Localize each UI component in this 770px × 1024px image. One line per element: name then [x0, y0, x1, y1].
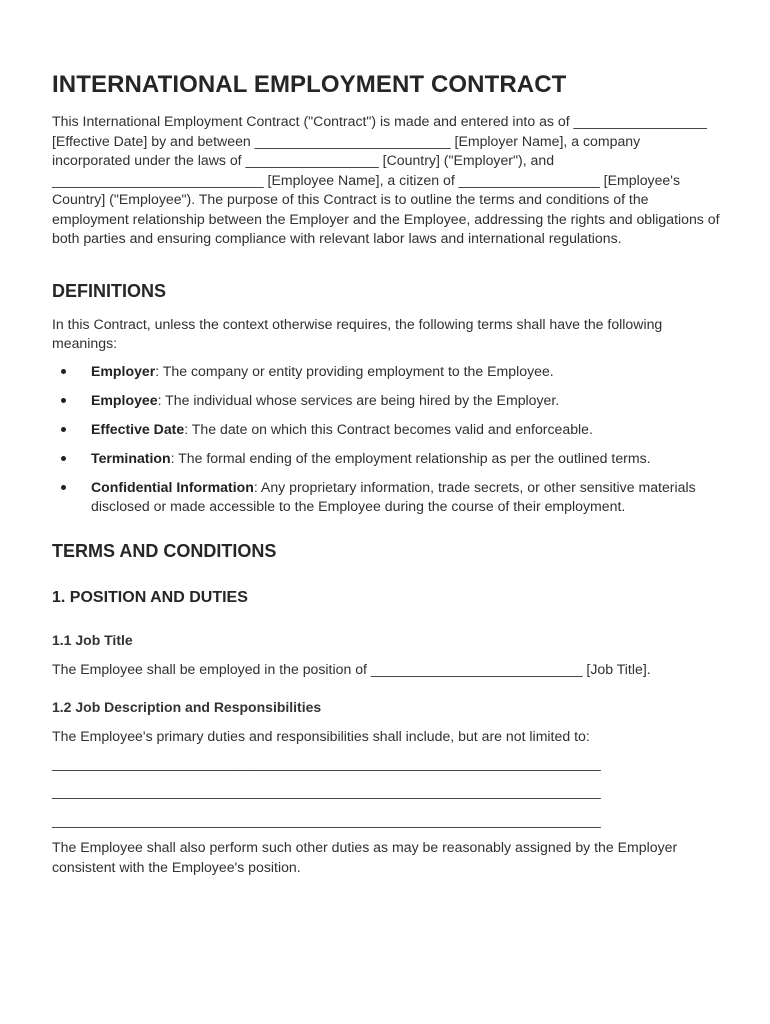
bullet-icon [61, 398, 66, 403]
definition-text: : The date on which this Contract becomes valid and enforceable. [184, 420, 593, 437]
bullet-icon [61, 427, 66, 432]
document-body [52, 70, 720, 877]
list-item [52, 420, 720, 440]
definition-term: Employee [91, 391, 158, 408]
document-title: INTERNATIONAL EMPLOYMENT CONTRACT [52, 71, 567, 98]
terms-heading: TERMS AND CONDITIONS [52, 540, 277, 561]
definition-term: Confidential Information [91, 478, 254, 495]
position-duties-heading: 1. POSITION AND DUTIES [52, 588, 248, 606]
bullet-icon [61, 456, 66, 461]
job-description-heading: 1.2 Job Description and Responsibilities [52, 699, 322, 715]
job-title-paragraph: The Employee shall be employed in the position of ___________________________ [Job Title]. [52, 660, 651, 677]
bullet-icon [61, 485, 66, 490]
definitions-heading: DEFINITIONS [52, 280, 167, 301]
bullet-icon [61, 369, 66, 374]
list-item [52, 391, 720, 411]
definition-text: : The company or entity providing employment to the Employee. [155, 362, 554, 379]
blank-lines [52, 754, 720, 831]
job-title-heading: 1.1 Job Title [52, 631, 133, 648]
blank-line: ______________________________________________________________________ [52, 754, 601, 771]
definitions-intro: In this Contract, unless the context otherwise requires, the following terms shall have the following meanings: [52, 315, 663, 351]
intro-paragraph: This International Employment Contract ("Contract") is made and entered into as of _________________ [Effective Date] by and between _________________________ [Employer Name], a company incorporated under the laws of _________________ [Country] ("Employer"), and ___________________________ [Employee Name], a citizen of __________________ [Employee's Country] ("Employee"). The purpose of this Contract is to outline the terms and conditions of the employment relationship between the Employer and the Employee, addressing the rights and obligations of both parties and ensuring compliance with relevant labor laws and international regulations. [52, 113, 720, 246]
definition-text: : The formal ending of the employment relationship as per the outlined terms. [170, 449, 651, 466]
definition-term: Employer [91, 362, 156, 379]
definition-term: Effective Date [91, 420, 185, 437]
definition-term: Termination [91, 449, 171, 466]
list-item [52, 449, 720, 469]
definition-text: : The individual whose services are being hired by the Employer. [157, 391, 560, 408]
list-item [52, 362, 720, 382]
blank-line: ______________________________________________________________________ [52, 811, 601, 828]
job-description-paragraph: The Employee's primary duties and responsibilities shall include, but are not limited to: [52, 728, 590, 744]
definitions-list [52, 362, 720, 517]
job-description-closing: The Employee shall also perform such other duties as may be reasonably assigned by the Employer consistent with the Employee's position. [52, 839, 678, 875]
blank-line: ______________________________________________________________________ [52, 783, 601, 799]
list-item [52, 478, 720, 517]
definition-text: : Any proprietary information, trade secrets, or other sensitive materials disclosed or made accessible to the Employee during the course of their employment. [91, 478, 696, 514]
